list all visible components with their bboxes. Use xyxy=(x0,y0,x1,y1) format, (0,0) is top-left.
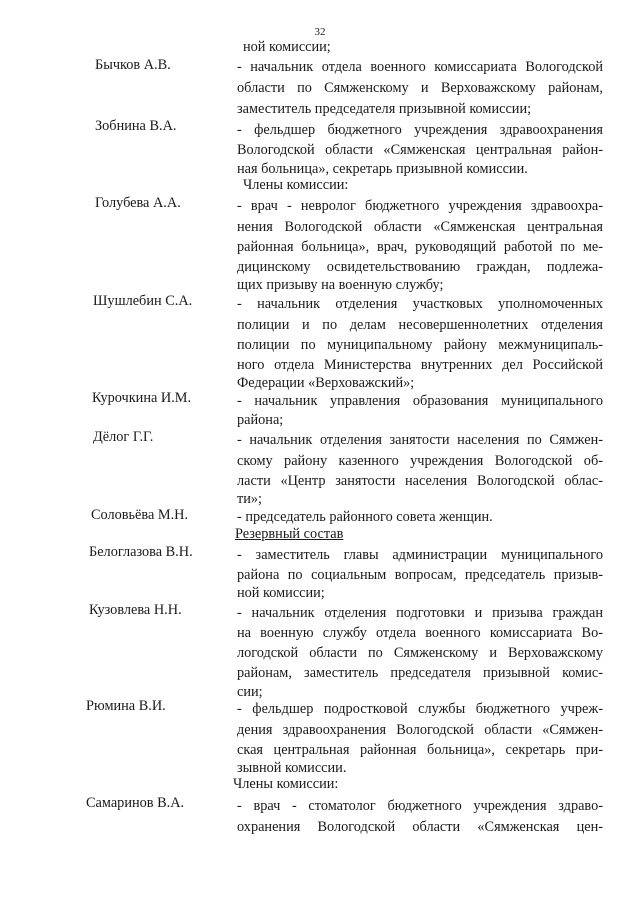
member-role-line: районная больница», врач, руководящий работой по ме- xyxy=(237,239,603,255)
member-name: Белоглазова В.Н. xyxy=(89,544,193,560)
members-heading: Члены комиссии: xyxy=(233,776,339,792)
member-role-line: - начальник отделения участковых уполномоченных xyxy=(237,296,603,312)
member-role-line: - начальник управления образования муниципального xyxy=(237,393,603,409)
member-role-line: - начальник отделения занятости населения по Сямжен- xyxy=(237,432,603,448)
member-name: Зобнина В.А. xyxy=(95,118,177,134)
member-role-line: нения Вологодской области «Сямженская центральная xyxy=(237,219,603,235)
member-name: Кузовлева Н.Н. xyxy=(89,602,182,618)
members-heading: Члены комиссии: xyxy=(243,177,349,193)
member-role-line: районам, заместитель председателя призывной комис- xyxy=(237,665,603,681)
member-role-line: ной комиссии; xyxy=(237,585,325,601)
member-role-line: ласти «Центр занятости населения Вологодской облас- xyxy=(237,473,603,489)
member-role-line: охранения Вологодской области «Сямженская цен- xyxy=(237,819,603,835)
member-role-line: щих призыву на военную службу; xyxy=(237,277,444,293)
member-role-line: ти»; xyxy=(237,491,263,507)
member-role-line: - начальник отделения подготовки и призыва граждан xyxy=(237,605,603,621)
member-role-line: сии; xyxy=(237,684,263,700)
member-role-line: заместитель председателя призывной комиссии; xyxy=(237,101,532,117)
member-name: Голубева А.А. xyxy=(95,195,181,211)
member-role-line: области по Сямженскому и Верховажскому районам, xyxy=(237,80,603,96)
member-role-line: логодской области по Сямженскому и Верховажскому xyxy=(237,645,603,661)
continued-text: ной комиссии; xyxy=(243,39,331,55)
member-role-line: Вологодской области «Сямженская центральная район- xyxy=(237,142,603,158)
member-role-line: скому району казенного учреждения Вологодской об- xyxy=(237,453,603,469)
member-name: Соловьёва М.Н. xyxy=(91,507,189,523)
member-role-line: района; xyxy=(237,412,284,428)
member-role-line: на военную службу отдела военного комиссариата Во- xyxy=(237,625,603,641)
member-role-line: - председатель районного совета женщин. xyxy=(237,509,493,525)
member-name: Бычков А.В. xyxy=(95,57,171,73)
member-role-line: зывной комиссии. xyxy=(237,760,347,776)
member-role-line: ская центральная районная больница», секретарь при- xyxy=(237,742,603,758)
member-role-line: - врач - невролог бюджетного учреждения здравоохра- xyxy=(237,198,603,214)
member-role-line: дения здравоохранения Вологодской области «Сямжен- xyxy=(237,722,603,738)
reserve-heading: Резервный состав xyxy=(235,526,344,542)
member-role-line: - начальник отдела военного комиссариата Вологодской xyxy=(237,59,603,75)
member-name: Дёлог Г.Г. xyxy=(93,429,154,445)
member-role-line: - фельдшер бюджетного учреждения здравоохранения xyxy=(237,122,603,138)
member-role-line: ного отдела Министерства внутренних дел Российской xyxy=(237,357,603,373)
member-name: Рюмина В.И. xyxy=(86,698,166,714)
member-role-line: полиции по муниципальному району межмуниципаль- xyxy=(237,337,603,353)
member-name: Самаринов В.А. xyxy=(86,795,185,811)
member-name: Шушлебин С.А. xyxy=(93,293,193,309)
member-role-line: Федерации «Верховажский»; xyxy=(237,375,415,391)
member-role-line: ная больница», секретарь призывной комиссии. xyxy=(237,161,528,177)
page-number: 32 xyxy=(314,26,326,38)
member-role-line: - врач - стоматолог бюджетного учреждения здраво- xyxy=(237,798,603,814)
member-role-line: полиции и по делам несовершеннолетних отделения xyxy=(237,317,603,333)
member-role-line: - заместитель главы администрации муниципального xyxy=(237,547,603,563)
member-role-line: дицинскому освидетельствованию граждан, подлежа- xyxy=(237,259,603,275)
member-role-line: - фельдшер подростковой службы бюджетного учреж- xyxy=(237,701,603,717)
member-role-line: района по социальным вопросам, председатель призыв- xyxy=(237,567,603,583)
member-name: Курочкина И.М. xyxy=(92,390,192,406)
